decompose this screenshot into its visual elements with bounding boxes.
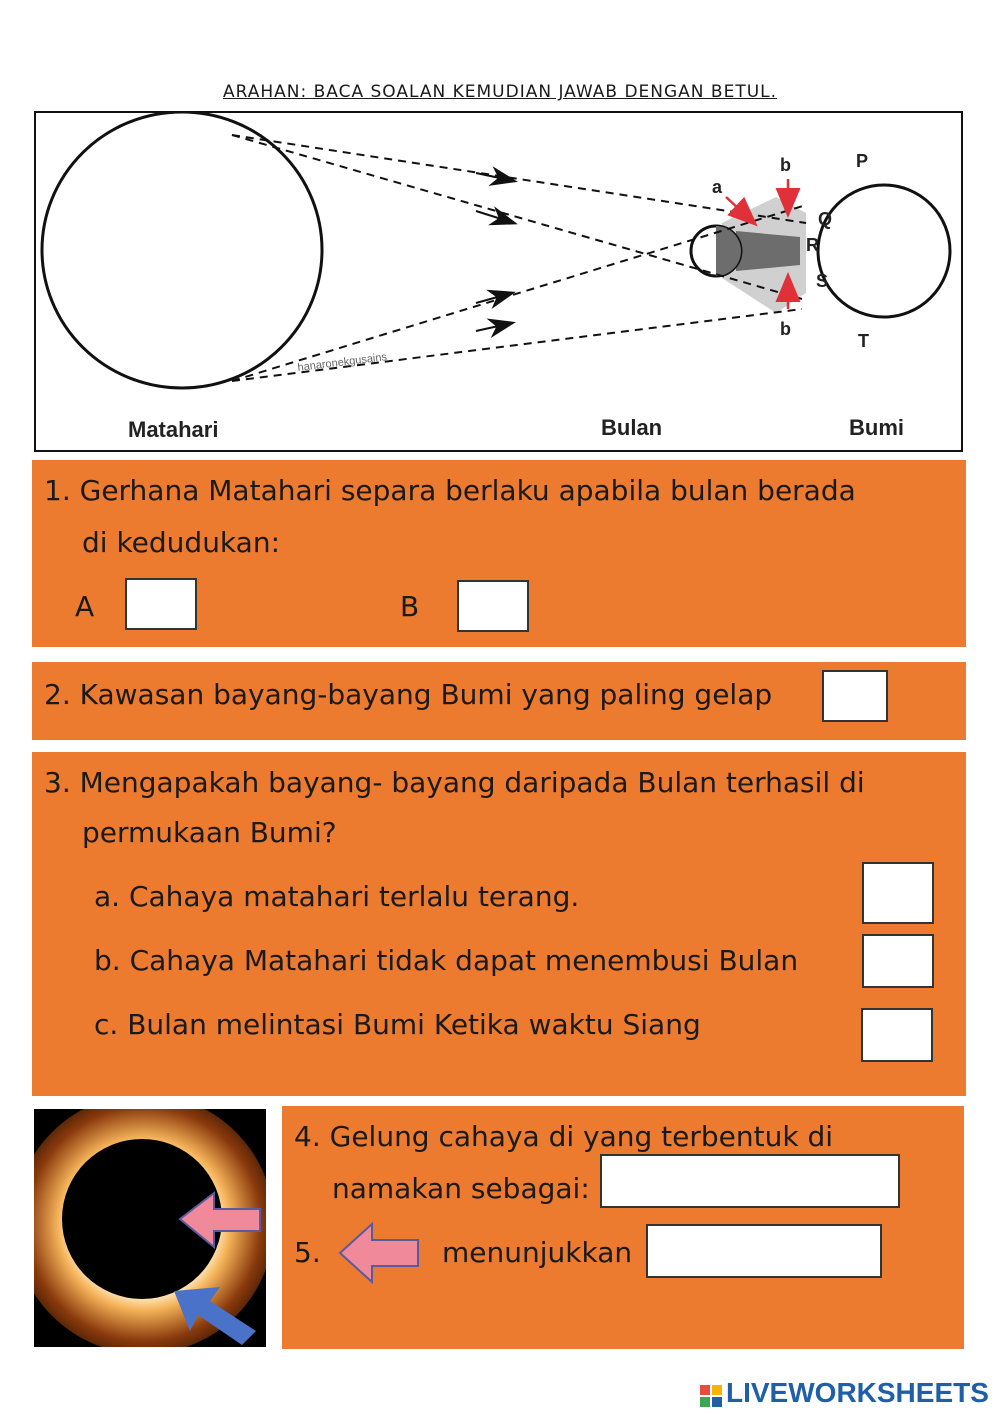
eclipse-diagram-svg: [36, 113, 965, 454]
label-sun: Matahari: [128, 417, 219, 442]
marker-a: a: [712, 177, 723, 197]
q1-option-a-label: A: [75, 590, 95, 623]
q3-option-c: c. Bulan melintasi Bumi Ketika waktu Siang: [94, 1008, 701, 1041]
sun-circle: [42, 113, 322, 388]
instruction-heading: ARAHAN: BACA SOALAN KEMUDIAN JAWAB DENGAN BETUL.: [222, 82, 778, 102]
q3-option-a: a. Cahaya matahari terlalu terang.: [94, 880, 580, 913]
ray-arrow-1: [476, 173, 514, 181]
marker-t: T: [858, 331, 869, 351]
q4-text-line2: namakan sebagai:: [332, 1172, 590, 1205]
eclipse-photo: [34, 1109, 266, 1347]
q3-text-line2: permukaan Bumi?: [82, 816, 337, 849]
umbra-region: [736, 231, 800, 271]
diagram-watermark: hanaronekgusains: [296, 351, 388, 374]
question-4-5-panel: [282, 1106, 964, 1349]
q5-text: menunjukkan: [442, 1236, 633, 1269]
q3-answer-box-a[interactable]: [862, 862, 934, 924]
question-3-panel: [32, 752, 966, 1096]
q1-answer-box-b[interactable]: [457, 580, 529, 632]
brand-name: LIVEWORKSHEETS: [726, 1377, 989, 1408]
q3-option-b: b. Cahaya Matahari tidak dapat menembusi Bulan: [94, 944, 799, 977]
marker-b-top: b: [780, 155, 791, 175]
q3-answer-box-b[interactable]: [862, 934, 934, 988]
q2-answer-box[interactable]: [822, 670, 888, 722]
q1-option-b-label: B: [400, 590, 420, 623]
marker-q: Q: [818, 209, 833, 229]
q1-text-line2: di kedudukan:: [82, 526, 280, 559]
liveworksheets-logo: [700, 1378, 989, 1408]
q5-answer-box[interactable]: [646, 1224, 882, 1278]
ray-arrow-4: [476, 323, 512, 331]
marker-r: R: [806, 235, 819, 255]
eclipse-photo-svg: [34, 1109, 266, 1347]
earth-circle: [818, 185, 950, 317]
q3-answer-box-c[interactable]: [861, 1008, 933, 1062]
pink-arrow-icon-q5: [338, 1222, 420, 1284]
q1-text-line1: 1. Gerhana Matahari separa berlaku apabila bulan berada: [44, 474, 856, 507]
q5-number: 5.: [294, 1236, 321, 1269]
q4-answer-box[interactable]: [600, 1154, 900, 1208]
question-1-panel: [32, 460, 966, 647]
ray-arrow-2: [476, 211, 514, 223]
marker-p: P: [856, 151, 869, 171]
question-2-panel: [32, 662, 966, 740]
eclipse-diagram: [34, 111, 963, 452]
label-earth: Bumi: [849, 415, 904, 440]
q4-text-line1: 4. Gelung cahaya di yang terbentuk di: [294, 1120, 834, 1153]
q1-answer-box-a[interactable]: [125, 578, 197, 630]
q3-text-line1: 3. Mengapakah bayang- bayang daripada Bulan terhasil di: [44, 766, 865, 799]
label-moon: Bulan: [601, 415, 663, 440]
liveworksheets-icon: [700, 1382, 722, 1404]
marker-b-bottom: b: [780, 319, 791, 339]
marker-s: S: [816, 271, 829, 291]
q2-text: 2. Kawasan bayang-bayang Bumi yang paling gelap: [44, 678, 773, 711]
